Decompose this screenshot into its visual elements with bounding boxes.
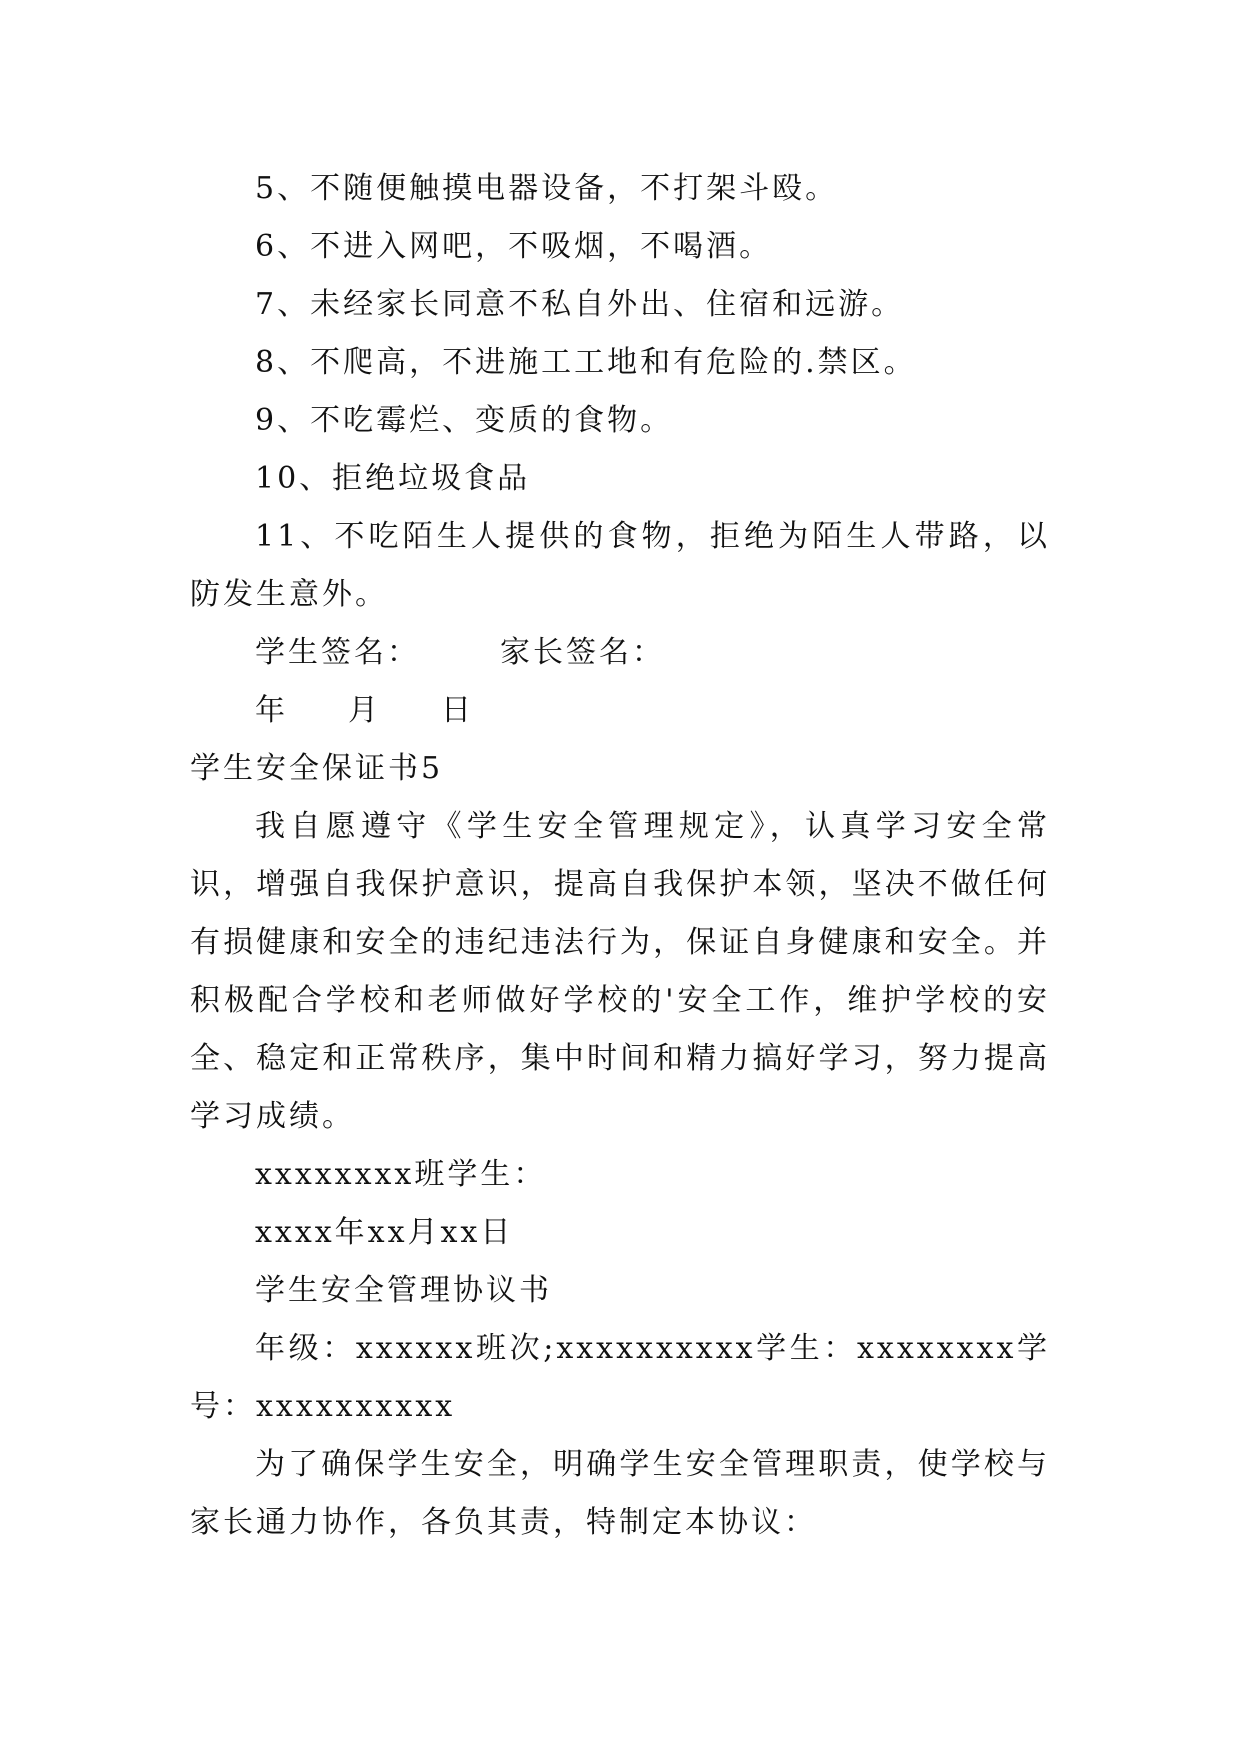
- pledge-paragraph: 我自愿遵守《学生安全管理规定》，认真学习安全常识，增强自我保护意识，提高自我保护本领，坚决不做任何有损健康和安全的违纪违法行为，保证自身健康和安全。并积极配合学校和老师做好学校的'安全工作，维护学校的安全、稳定和正常秩序，集中时间和精力搞好学习，努力提高学习成绩。: [190, 809, 1050, 1134]
- date-month: 月: [348, 693, 381, 728]
- signature-row: [190, 624, 1050, 682]
- pledge-date-line: xxxx年xx月xx日: [255, 1215, 514, 1250]
- date-year: 年: [255, 693, 288, 728]
- rule-item-9: 9、不吃霉烂、变质的食物。: [255, 403, 674, 438]
- rule-item-8: 8、不爬高，不进施工工地和有危险的.禁区。: [255, 345, 917, 380]
- rule-item-7: 7、未经家长同意不私自外出、住宿和远游。: [255, 287, 905, 322]
- rule-item-6: 6、不进入网吧，不吸烟，不喝酒。: [255, 229, 773, 264]
- section-title: 学生安全保证书5: [190, 751, 444, 786]
- student-signature-label: 学生签名：: [255, 635, 420, 670]
- date-row: [190, 682, 1050, 740]
- rule-item-5: 5、不随便触摸电器设备，不打架斗殴。: [255, 171, 839, 206]
- rule-item-10: 10、拒绝垃圾食品: [255, 461, 531, 496]
- agreement-info: 年级：xxxxxx班次;xxxxxxxxxx学生：xxxxxxxx学号：xxxxxxxxxx: [190, 1331, 1050, 1424]
- agreement-intro: 为了确保学生安全，明确学生安全管理职责，使学校与家长通力协作，各负其责，特制定本协议：: [190, 1447, 1050, 1540]
- parent-signature-label: 家长签名：: [500, 635, 665, 670]
- rule-item-11: 11、不吃陌生人提供的食物，拒绝为陌生人带路，以防发生意外。: [190, 519, 1050, 612]
- agreement-title: 学生安全管理协议书: [255, 1273, 552, 1308]
- class-student-line: xxxxxxxx班学生：: [255, 1157, 547, 1192]
- document-body: [190, 160, 1050, 1552]
- date-day: 日: [441, 693, 474, 728]
